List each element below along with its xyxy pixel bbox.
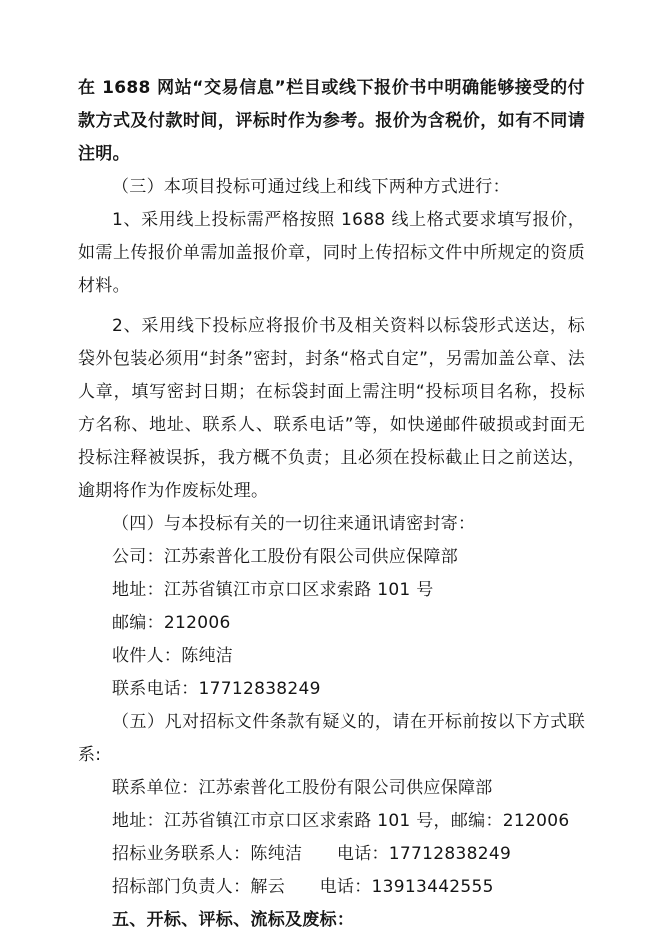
line-contact-address-postcode: 地址：江苏省镇江市京口区求索路 101 号，邮编：212006: [112, 811, 570, 831]
heading-item-three: （三）本项目投标可通过线上和线下两种方式进行：: [112, 177, 510, 197]
paragraph-offline-bidding: 2、采用线下投标应将报价书及相关资料以标袋形式送达，标袋外包装必须用“封条”密封，封条“格式自定”，另需加盖公章、法人章，填写密封日期；在标袋封面上需注明“投标项目名称，投标方名称、地址、联系人、联系电话”等，如快递邮件破损或封面无投标注释被误拆，我方概不负责；且必须在投标截止日之前送达，逾期将作为作废标处理。: [78, 316, 585, 501]
line-postcode: 邮编：212006: [112, 613, 231, 633]
line-contact-unit: 联系单位：江苏索普化工股份有限公司供应保障部: [112, 778, 493, 798]
heading-item-four: （四）与本投标有关的一切往来通讯请密封寄：: [112, 514, 476, 534]
line-bidding-department-head: 招标部门负责人：解云 电话：13913442555: [112, 877, 494, 897]
heading-section-five: 五、开标、评标、流标及废标：: [112, 910, 355, 930]
heading-item-five: （五）凡对招标文件条款有疑义的，请在开标前按以下方式联系:: [78, 712, 585, 765]
paragraph-online-bidding: 1、采用线上投标需严格按照 1688 线上格式要求填写报价，如需上传报价单需加盖报价章，同时上传招标文件中所规定的资质材料。: [78, 210, 585, 296]
line-contact-phone: 联系电话：17712838249: [112, 679, 321, 699]
line-address: 地址：江苏省镇江市京口区求索路 101 号: [112, 580, 434, 600]
line-recipient: 收件人：陈纯洁: [112, 646, 234, 666]
line-bidding-business-contact: 招标业务联系人：陈纯洁 电话：17712838249: [112, 844, 512, 864]
line-company: 公司：江苏索普化工股份有限公司供应保障部: [112, 547, 458, 567]
paragraph-payment-terms-continuation: 在 1688 网站“交易信息”栏目或线下报价书中明确能够接受的付款方式及付款时间，评标时作为参考。报价为含税价，如有不同请注明。: [78, 78, 585, 164]
